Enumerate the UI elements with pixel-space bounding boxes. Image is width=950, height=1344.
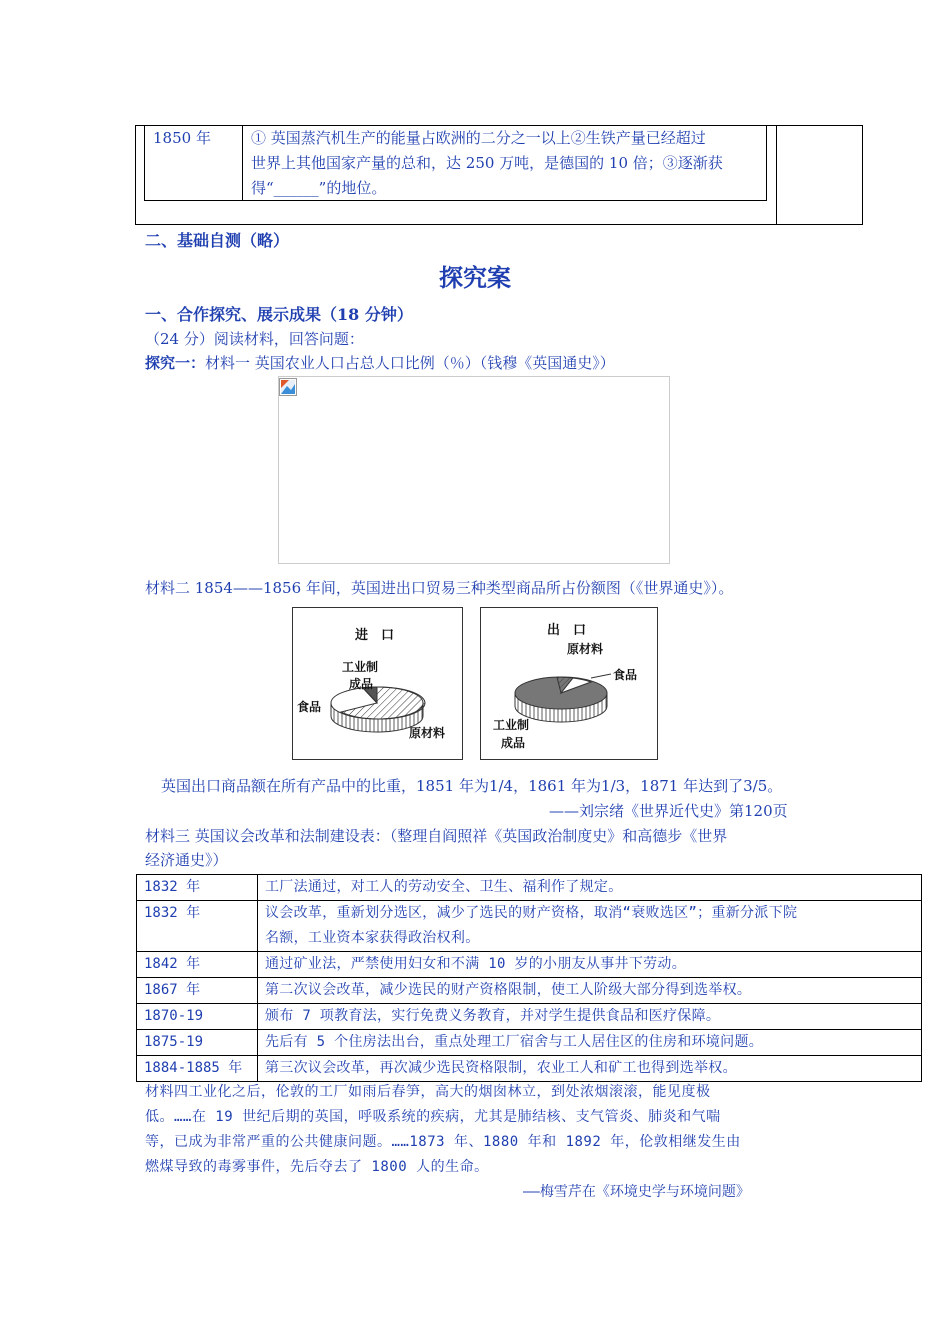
material4-line-1: 材料四工业化之后，伦敦的工厂如雨后春笋，高大的烟囱林立，到处浓烟滚滚，能见度极 (145, 1084, 711, 1100)
coop-heading: 一、合作探究、展示成果（18 分钟） (145, 305, 413, 324)
table-cell-year: 1870-19 (137, 1004, 258, 1030)
table-cell-text: 先后有 5 个住房法出台，重点处理工厂宿舍与工人居住区的住房和环境问题。 (258, 1030, 922, 1056)
table-row (137, 1004, 922, 1030)
import-label-industrial-2: 成品 (349, 677, 374, 691)
instruction: （24 分）阅读材料，回答问题： (145, 330, 364, 348)
material3-line-1: 材料三 英国议会改革和法制建设表：（整理自阎照祥《英国政治制度史》和高德步《世界 (145, 827, 728, 845)
top-table-line-3: 得“______”的地位。 (251, 179, 387, 197)
export-chart-title: 出 口 (547, 623, 587, 638)
top-table-divider (242, 125, 243, 201)
material2-note: 英国出口商品额在所有产品中的比重，1851 年为1/4，1861 年为1/3，1871 年达到了3/5。 (161, 777, 783, 795)
table-cell-year: 1867 年 (137, 978, 258, 1004)
broken-image-icon (279, 378, 297, 396)
table-cell-year: 1842 年 (137, 952, 258, 978)
table-cell-year: 1832 年 (137, 901, 258, 952)
material1-line (145, 351, 615, 376)
table-cell-text: 第二次议会改革，减少选民的财产资格限制，使工人阶级大部分得到选举权。 (258, 978, 922, 1004)
import-chart-title: 进 口 (355, 628, 395, 643)
table-cell-text: 工厂法通过，对工人的劳动安全、卫生、福利作了规定。 (258, 875, 922, 901)
top-table-line-2: 世界上其他国家产量的总和，达 250 万吨，是德国的 10 倍；③逐渐获 (251, 154, 723, 172)
top-table-right-divider (776, 125, 777, 225)
table-cell-text: 颁布 7 项教育法，实行免费义务教育，并对学生提供食品和医疗保障。 (258, 1004, 922, 1030)
import-label-raw: 原材料 (409, 726, 446, 740)
table-row (137, 901, 922, 952)
table-row (137, 1030, 922, 1056)
material1-image-placeholder (278, 376, 670, 564)
export-label-industrial-1: 工业制 (493, 718, 530, 732)
basic-test-heading: 二、基础自测（略） (145, 231, 290, 250)
import-label-industrial-1: 工业制 (342, 660, 379, 674)
material4-line-2: 低。……在 19 世纪后期的英国，呼吸系统的疾病，尤其是肺结核、支气管炎、肺炎和气喘 (145, 1109, 721, 1125)
material2-source: ——刘宗绪《世界近代史》第120页 (549, 802, 788, 820)
material3-line-2: 经济通史》） (145, 851, 228, 869)
table-cell-year: 1884-1885 年 (137, 1056, 258, 1082)
page-title: 探究案 (439, 263, 511, 292)
table-cell-text: 通过矿业法，严禁使用妇女和不满 10 岁的小朋友从事井下劳动。 (258, 952, 922, 978)
table-row (137, 952, 922, 978)
table-cell-text-line2: 名额，工业资本家获得政治权利。 (265, 930, 480, 946)
import-pie-chart (292, 607, 463, 760)
material1-prefix: 探究一： (145, 354, 206, 372)
material2-text: 材料二 1854——1856 年间，英国进出口贸易三种类型商品所占份额图（《世界通史》）。 (145, 579, 734, 597)
material4-line-4: 燃煤导致的毒雾事件，先后夺去了 1800 人的生命。 (145, 1159, 489, 1175)
import-label-food: 食品 (297, 700, 322, 714)
export-label-raw: 原材料 (567, 642, 604, 656)
material4-line-3: 等，已成为非常严重的公共健康问题。……1873 年、1880 年和 1892 年，伦敦相继发生由 (145, 1134, 741, 1150)
material3-table (136, 874, 922, 1082)
material1-text: 材料一 英国农业人口占总人口比例（％）（钱穆《英国通史》） (205, 354, 615, 372)
export-pie-chart (480, 607, 658, 760)
table-cell-year: 1875-19 (137, 1030, 258, 1056)
table-cell-text-line1: 议会改革，重新划分选区，减少了选民的财产资格，取消“衰败选区”；重新分派下院 (265, 905, 798, 921)
table-row (137, 978, 922, 1004)
table-cell-text: 第三次议会改革，再次减少选民资格限制，农业工人和矿工也得到选举权。 (258, 1056, 922, 1082)
export-label-industrial-2: 成品 (501, 736, 526, 750)
table-row (137, 875, 922, 901)
export-label-food: 食品 (613, 668, 638, 682)
top-table-year: 1850 年 (153, 129, 211, 147)
top-table-line-1: ① 英国蒸汽机生产的能量占欧洲的二分之一以上②生铁产量已经超过 (251, 129, 706, 147)
table-cell-text (258, 901, 922, 952)
material4-source: ——梅雪芹在《环境史学与环境问题》 (523, 1184, 750, 1200)
table-row (137, 1056, 922, 1082)
table-cell-year: 1832 年 (137, 875, 258, 901)
